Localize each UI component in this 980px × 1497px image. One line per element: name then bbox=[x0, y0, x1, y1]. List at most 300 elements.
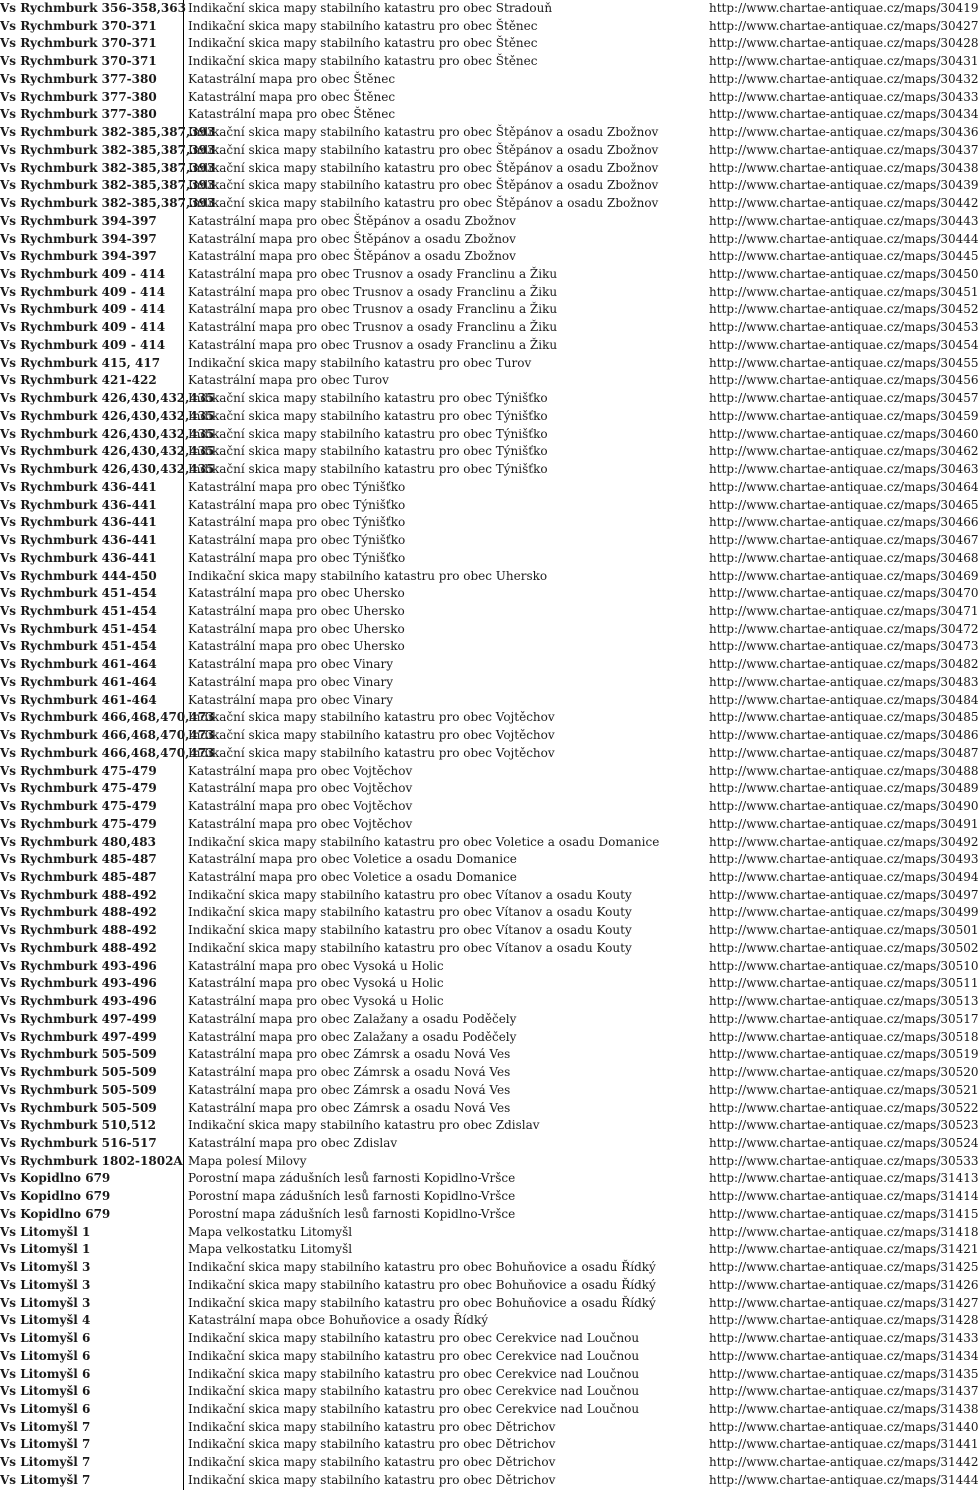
map-title-cell: Indikační skica mapy stabilního katastru pro obec Stradouň bbox=[188, 1, 553, 15]
map-title-cell: Katastrální mapa pro obec Vojtěchov bbox=[188, 816, 413, 831]
map-url-link[interactable]: http://www.chartae-antiquae.cz/maps/30488 bbox=[709, 763, 979, 778]
fond-signature-cell: Vs Rychmburk 426,430,432,435 bbox=[0, 461, 184, 479]
map-url-link[interactable]: http://www.chartae-antiquae.cz/maps/30518 bbox=[709, 1029, 979, 1044]
table-row bbox=[0, 709, 979, 727]
fond-signature-cell: Vs Rychmburk 382-385,387,393 bbox=[0, 160, 184, 178]
map-url-link[interactable]: http://www.chartae-antiquae.cz/maps/30464 bbox=[709, 479, 979, 494]
table-row bbox=[0, 1277, 979, 1295]
table-row bbox=[0, 692, 979, 710]
map-title-cell: Katastrální mapa pro obec Trusnov a osady Franclinu a Žiku bbox=[188, 320, 558, 335]
map-url-link[interactable]: http://www.chartae-antiquae.cz/maps/30533 bbox=[709, 1153, 979, 1168]
map-title-cell: Katastrální mapa pro obec Turov bbox=[188, 373, 389, 388]
table-row bbox=[0, 1383, 979, 1401]
map-title-cell: Katastrální mapa obce Bohuňovice a osady Řídký bbox=[188, 1313, 489, 1328]
table-row bbox=[0, 1170, 979, 1188]
map-title-cell: Indikační skica mapy stabilního katastru pro obec Bohuňovice a osadu Řídký bbox=[188, 1295, 656, 1310]
table-row bbox=[0, 958, 979, 976]
table-row bbox=[0, 1348, 979, 1366]
map-url-link[interactable]: http://www.chartae-antiquae.cz/maps/30501 bbox=[709, 923, 979, 938]
table-row bbox=[0, 231, 979, 249]
map-title-cell: Katastrální mapa pro obec Trusnov a osady Franclinu a Žiku bbox=[188, 302, 558, 317]
table-row bbox=[0, 1401, 979, 1419]
map-title-cell: Porostní mapa zádušních lesů farnosti Kopidlno-Vršce bbox=[188, 1206, 516, 1221]
table-row bbox=[0, 1366, 979, 1384]
map-url-link[interactable]: http://www.chartae-antiquae.cz/maps/30459 bbox=[709, 408, 979, 423]
fond-signature-cell: Vs Kopidlno 679 bbox=[0, 1170, 184, 1188]
map-title-cell: Indikační skica mapy stabilního katastru pro obec Zdislav bbox=[188, 1118, 540, 1133]
table-row bbox=[0, 195, 979, 213]
fond-signature-cell: Vs Rychmburk 370-371 bbox=[0, 35, 184, 53]
map-url-link[interactable]: http://www.chartae-antiquae.cz/maps/31440 bbox=[709, 1419, 979, 1434]
map-title-cell: Katastrální mapa pro obec Uhersko bbox=[188, 621, 405, 636]
map-url-link[interactable]: http://www.chartae-antiquae.cz/maps/30460 bbox=[709, 426, 979, 441]
fond-signature-cell: Vs Litomyšl 6 bbox=[0, 1401, 184, 1419]
map-url-link[interactable]: http://www.chartae-antiquae.cz/maps/30443 bbox=[709, 213, 979, 228]
table-row bbox=[0, 443, 979, 461]
map-url-link[interactable]: http://www.chartae-antiquae.cz/maps/30431 bbox=[709, 54, 979, 69]
fond-signature-cell: Vs Rychmburk 409 - 414 bbox=[0, 284, 184, 302]
fond-signature-cell: Vs Litomyšl 6 bbox=[0, 1366, 184, 1384]
map-url-link[interactable]: http://www.chartae-antiquae.cz/maps/30451 bbox=[709, 284, 979, 299]
map-title-cell: Katastrální mapa pro obec Zdislav bbox=[188, 1136, 398, 1150]
fond-signature-cell: Vs Rychmburk 488-492 bbox=[0, 922, 184, 940]
map-title-cell: Katastrální mapa pro obec Zámrsk a osadu Nová Ves bbox=[188, 1100, 511, 1115]
fond-signature-cell: Vs Rychmburk 488-492 bbox=[0, 904, 184, 922]
map-title-cell: Mapa velkostatku Litomyšl bbox=[188, 1224, 353, 1239]
map-url-link[interactable]: http://www.chartae-antiquae.cz/maps/30439 bbox=[709, 178, 979, 193]
fond-signature-cell: Vs Kopidlno 679 bbox=[0, 1188, 184, 1206]
map-title-cell: Indikační skica mapy stabilního katastru pro obec Štěpánov a osadu Zbožnov bbox=[188, 196, 659, 211]
map-url-link[interactable]: http://www.chartae-antiquae.cz/maps/31444 bbox=[709, 1472, 979, 1487]
table-row bbox=[0, 975, 979, 993]
table-row bbox=[0, 922, 979, 940]
map-title-cell: Porostní mapa zádušních lesů farnosti Kopidlno-Vršce bbox=[188, 1171, 516, 1186]
table-row bbox=[0, 1135, 979, 1153]
map-url-link[interactable]: http://www.chartae-antiquae.cz/maps/30473 bbox=[709, 639, 979, 654]
map-title-cell: Indikační skica mapy stabilního katastru pro obec Štěpánov a osadu Zbožnov bbox=[188, 125, 659, 140]
fond-signature-cell: Vs Rychmburk 436-441 bbox=[0, 550, 184, 568]
map-url-link[interactable]: http://www.chartae-antiquae.cz/maps/31426 bbox=[709, 1277, 979, 1292]
table-row bbox=[0, 1224, 979, 1242]
fond-signature-cell: Vs Rychmburk 505-509 bbox=[0, 1100, 184, 1118]
map-title-cell: Indikační skica mapy stabilního katastru pro obec Vítanov a osadu Kouty bbox=[188, 940, 632, 955]
map-url-link[interactable]: http://www.chartae-antiquae.cz/maps/30482 bbox=[709, 657, 979, 672]
map-url-link[interactable]: http://www.chartae-antiquae.cz/maps/30456 bbox=[709, 373, 979, 388]
map-title-cell: Katastrální mapa pro obec Štěnec bbox=[188, 71, 396, 86]
map-url-link[interactable]: http://www.chartae-antiquae.cz/maps/30457 bbox=[709, 391, 979, 406]
table-row bbox=[0, 1330, 979, 1348]
map-url-link[interactable]: http://www.chartae-antiquae.cz/maps/30437 bbox=[709, 142, 979, 157]
fond-signature-cell: Vs Rychmburk 1802-1802A bbox=[0, 1153, 184, 1171]
map-url-link[interactable]: http://www.chartae-antiquae.cz/maps/30494 bbox=[709, 869, 979, 884]
fond-signature-cell: Vs Rychmburk 436-441 bbox=[0, 479, 184, 497]
table-row bbox=[0, 780, 979, 798]
map-url-link[interactable]: http://www.chartae-antiquae.cz/maps/31413 bbox=[709, 1171, 979, 1186]
map-url-link[interactable]: http://www.chartae-antiquae.cz/maps/30470 bbox=[709, 586, 979, 601]
fond-signature-cell: Vs Rychmburk 394-397 bbox=[0, 213, 184, 231]
map-title-cell: Katastrální mapa pro obec Vysoká u Holic bbox=[188, 958, 444, 973]
map-url-link[interactable]: http://www.chartae-antiquae.cz/maps/31425 bbox=[709, 1260, 979, 1275]
map-title-cell: Indikační skica mapy stabilního katastru pro obec Turov bbox=[188, 355, 532, 370]
map-url-link[interactable]: http://www.chartae-antiquae.cz/maps/30520 bbox=[709, 1065, 979, 1080]
fond-signature-cell: Vs Rychmburk 382-385,387,393 bbox=[0, 177, 184, 195]
map-url-link[interactable]: http://www.chartae-antiquae.cz/maps/31435 bbox=[709, 1366, 979, 1381]
map-url-link[interactable]: http://www.chartae-antiquae.cz/maps/31428 bbox=[709, 1313, 979, 1328]
map-title-cell: Katastrální mapa pro obec Týnišťko bbox=[188, 533, 406, 548]
map-title-cell: Indikační skica mapy stabilního katastru pro obec Voletice a osadu Domanice bbox=[188, 834, 660, 849]
fond-signature-cell: Vs Rychmburk 488-492 bbox=[0, 940, 184, 958]
fond-signature-cell: Vs Rychmburk 475-479 bbox=[0, 798, 184, 816]
map-title-cell: Katastrální mapa pro obec Uhersko bbox=[188, 603, 405, 618]
table-row bbox=[0, 1082, 979, 1100]
map-title-cell: Katastrální mapa pro obec Štěpánov a osadu Zbožnov bbox=[188, 249, 516, 264]
map-title-cell: Katastrální mapa pro obec Zalažany a osadu Poděčely bbox=[188, 1029, 517, 1044]
map-url-link[interactable]: http://www.chartae-antiquae.cz/maps/31418 bbox=[709, 1224, 979, 1239]
map-title-cell: Katastrální mapa pro obec Štěpánov a osadu Zbožnov bbox=[188, 231, 516, 246]
map-url-link[interactable]: http://www.chartae-antiquae.cz/maps/30454 bbox=[709, 337, 979, 352]
table-row bbox=[0, 124, 979, 142]
map-url-link[interactable]: http://www.chartae-antiquae.cz/maps/30433 bbox=[709, 89, 979, 104]
table-row bbox=[0, 213, 979, 231]
map-title-cell: Indikační skica mapy stabilního katastru pro obec Vojtěchov bbox=[188, 710, 555, 725]
table-row bbox=[0, 355, 979, 373]
map-url-link[interactable]: http://www.chartae-antiquae.cz/maps/30489 bbox=[709, 781, 979, 796]
table-row bbox=[0, 35, 979, 53]
map-url-link[interactable]: http://www.chartae-antiquae.cz/maps/30490 bbox=[709, 799, 979, 814]
map-url-link[interactable]: http://www.chartae-antiquae.cz/maps/30511 bbox=[709, 976, 979, 991]
table-row bbox=[0, 585, 979, 603]
map-title-cell: Katastrální mapa pro obec Vojtěchov bbox=[188, 799, 413, 814]
table-row bbox=[0, 638, 979, 656]
table-row bbox=[0, 1259, 979, 1277]
table-row bbox=[0, 904, 979, 922]
fond-signature-cell: Vs Litomyšl 3 bbox=[0, 1295, 184, 1313]
fond-signature-cell: Vs Litomyšl 7 bbox=[0, 1472, 184, 1490]
map-url-link[interactable]: http://www.chartae-antiquae.cz/maps/30517 bbox=[709, 1011, 979, 1026]
map-url-link[interactable]: http://www.chartae-antiquae.cz/maps/30522 bbox=[709, 1100, 979, 1115]
table-row bbox=[0, 603, 979, 621]
table-row bbox=[0, 1472, 979, 1490]
table-row bbox=[0, 656, 979, 674]
fond-signature-cell: Vs Rychmburk 421-422 bbox=[0, 372, 184, 390]
table-row bbox=[0, 745, 979, 763]
fond-signature-cell: Vs Litomyšl 7 bbox=[0, 1419, 184, 1437]
table-row bbox=[0, 514, 979, 532]
table-row bbox=[0, 993, 979, 1011]
map-title-cell: Katastrální mapa pro obec Vinary bbox=[188, 674, 394, 689]
table-row bbox=[0, 1312, 979, 1330]
table-row bbox=[0, 869, 979, 887]
map-url-link[interactable]: http://www.chartae-antiquae.cz/maps/30436 bbox=[709, 125, 979, 140]
table-row bbox=[0, 337, 979, 355]
map-title-cell: Katastrální mapa pro obec Trusnov a osady Franclinu a Žiku bbox=[188, 337, 558, 352]
map-title-cell: Indikační skica mapy stabilního katastru pro obec Týnišťko bbox=[188, 391, 548, 406]
fond-signature-cell: Vs Rychmburk 370-371 bbox=[0, 18, 184, 36]
table-row bbox=[0, 727, 979, 745]
fond-signature-cell: Vs Rychmburk 466,468,470,473 bbox=[0, 745, 184, 763]
map-url-link[interactable]: http://www.chartae-antiquae.cz/maps/31421 bbox=[709, 1242, 979, 1257]
fond-signature-cell: Vs Rychmburk 451-454 bbox=[0, 621, 184, 639]
map-url-link[interactable]: http://www.chartae-antiquae.cz/maps/30491 bbox=[709, 816, 979, 831]
map-url-link[interactable]: http://www.chartae-antiquae.cz/maps/30471 bbox=[709, 603, 979, 618]
map-url-link[interactable]: http://www.chartae-antiquae.cz/maps/31438 bbox=[709, 1402, 979, 1417]
fond-signature-cell: Vs Rychmburk 409 - 414 bbox=[0, 337, 184, 355]
map-title-cell: Katastrální mapa pro obec Zámrsk a osadu Nová Ves bbox=[188, 1065, 511, 1080]
map-url-link[interactable]: http://www.chartae-antiquae.cz/maps/30467 bbox=[709, 533, 979, 548]
map-title-cell: Indikační skica mapy stabilního katastru pro obec Dětrichov bbox=[188, 1472, 556, 1487]
map-title-cell: Katastrální mapa pro obec Zámrsk a osadu Nová Ves bbox=[188, 1047, 511, 1062]
fond-signature-cell: Vs Rychmburk 394-397 bbox=[0, 231, 184, 249]
map-url-link[interactable]: http://www.chartae-antiquae.cz/maps/30484 bbox=[709, 692, 979, 707]
fond-signature-cell: Vs Rychmburk 377-380 bbox=[0, 71, 184, 89]
table-row bbox=[0, 319, 979, 337]
fond-signature-cell: Vs Litomyšl 6 bbox=[0, 1330, 184, 1348]
map-title-cell: Indikační skica mapy stabilního katastru pro obec Štěpánov a osadu Zbožnov bbox=[188, 142, 659, 157]
map-title-cell: Indikační skica mapy stabilního katastru pro obec Cerekvice nad Loučnou bbox=[188, 1402, 640, 1417]
fond-signature-cell: Vs Rychmburk 436-441 bbox=[0, 497, 184, 515]
table-row bbox=[0, 550, 979, 568]
map-title-cell: Indikační skica mapy stabilního katastru pro obec Vítanov a osadu Kouty bbox=[188, 923, 632, 938]
fond-signature-cell: Vs Rychmburk 415, 417 bbox=[0, 355, 184, 373]
map-title-cell: Indikační skica mapy stabilního katastru pro obec Cerekvice nad Loučnou bbox=[188, 1366, 640, 1381]
table-row bbox=[0, 372, 979, 390]
map-title-cell: Katastrální mapa pro obec Uhersko bbox=[188, 586, 405, 601]
map-url-link[interactable]: http://www.chartae-antiquae.cz/maps/30487 bbox=[709, 745, 979, 760]
table-row bbox=[0, 479, 979, 497]
map-title-cell: Indikační skica mapy stabilního katastru pro obec Cerekvice nad Loučnou bbox=[188, 1331, 640, 1346]
map-url-link[interactable]: http://www.chartae-antiquae.cz/maps/30502 bbox=[709, 940, 979, 955]
table-row bbox=[0, 1436, 979, 1454]
map-title-cell: Indikační skica mapy stabilního katastru pro obec Vojtěchov bbox=[188, 728, 555, 743]
map-url-link[interactable]: http://www.chartae-antiquae.cz/maps/30466 bbox=[709, 515, 979, 530]
map-url-link[interactable]: http://www.chartae-antiquae.cz/maps/30452 bbox=[709, 302, 979, 317]
fond-signature-cell: Vs Rychmburk 382-385,387,393 bbox=[0, 142, 184, 160]
map-url-link[interactable]: http://www.chartae-antiquae.cz/maps/30468 bbox=[709, 550, 979, 565]
fond-signature-cell: Vs Rychmburk 382-385,387,393 bbox=[0, 124, 184, 142]
map-title-cell: Porostní mapa zádušních lesů farnosti Kopidlno-Vršce bbox=[188, 1189, 516, 1204]
map-url-link[interactable]: http://www.chartae-antiquae.cz/maps/30442 bbox=[709, 196, 979, 211]
table-row bbox=[0, 461, 979, 479]
map-url-link[interactable]: http://www.chartae-antiquae.cz/maps/30463 bbox=[709, 462, 979, 477]
fond-signature-cell: Vs Rychmburk 488-492 bbox=[0, 887, 184, 905]
map-title-cell: Indikační skica mapy stabilního katastru pro obec Bohuňovice a osadu Řídký bbox=[188, 1277, 656, 1292]
table-row bbox=[0, 851, 979, 869]
table-row bbox=[0, 816, 979, 834]
map-title-cell: Indikační skica mapy stabilního katastru pro obec Uhersko bbox=[188, 568, 548, 583]
map-url-link[interactable]: http://www.chartae-antiquae.cz/maps/30493 bbox=[709, 852, 979, 867]
fond-signature-cell: Vs Rychmburk 505-509 bbox=[0, 1082, 184, 1100]
map-title-cell: Katastrální mapa pro obec Zámrsk a osadu Nová Ves bbox=[188, 1082, 511, 1097]
table-row bbox=[0, 160, 979, 178]
fond-signature-cell: Vs Rychmburk 475-479 bbox=[0, 780, 184, 798]
map-title-cell: Indikační skica mapy stabilního katastru pro obec Štěpánov a osadu Zbožnov bbox=[188, 178, 659, 193]
fond-signature-cell: Vs Rychmburk 426,430,432,435 bbox=[0, 390, 184, 408]
map-url-link[interactable]: http://www.chartae-antiquae.cz/maps/30521 bbox=[709, 1082, 979, 1097]
map-title-cell: Indikační skica mapy stabilního katastru pro obec Dětrichov bbox=[188, 1455, 556, 1470]
fond-signature-cell: Vs Rychmburk 377-380 bbox=[0, 106, 184, 124]
table-row bbox=[0, 1295, 979, 1313]
table-row bbox=[0, 106, 979, 124]
table-row bbox=[0, 1117, 979, 1135]
map-title-cell: Indikační skica mapy stabilního katastru pro obec Dětrichov bbox=[188, 1419, 556, 1434]
map-url-link[interactable]: http://www.chartae-antiquae.cz/maps/30469 bbox=[709, 568, 979, 583]
map-title-cell: Indikační skica mapy stabilního katastru pro obec Vítanov a osadu Kouty bbox=[188, 887, 632, 902]
map-url-link[interactable]: http://www.chartae-antiquae.cz/maps/30462 bbox=[709, 444, 979, 459]
table-row bbox=[0, 1011, 979, 1029]
fond-signature-cell: Vs Rychmburk 505-509 bbox=[0, 1046, 184, 1064]
table-row bbox=[0, 887, 979, 905]
table-row bbox=[0, 266, 979, 284]
fond-signature-cell: Vs Rychmburk 475-479 bbox=[0, 816, 184, 834]
fond-signature-cell: Vs Rychmburk 426,430,432,435 bbox=[0, 408, 184, 426]
map-title-cell: Indikační skica mapy stabilního katastru pro obec Štěnec bbox=[188, 54, 538, 69]
map-title-cell: Katastrální mapa pro obec Týnišťko bbox=[188, 515, 406, 530]
map-url-link[interactable]: http://www.chartae-antiquae.cz/maps/31442 bbox=[709, 1455, 979, 1470]
map-url-link[interactable]: http://www.chartae-antiquae.cz/maps/30419 bbox=[709, 1, 979, 15]
map-url-link[interactable]: http://www.chartae-antiquae.cz/maps/30499 bbox=[709, 905, 979, 920]
map-url-link[interactable]: http://www.chartae-antiquae.cz/maps/30513 bbox=[709, 994, 979, 1009]
map-title-cell: Katastrální mapa pro obec Voletice a osadu Domanice bbox=[188, 852, 517, 867]
table-row bbox=[0, 301, 979, 319]
map-title-cell: Indikační skica mapy stabilního katastru pro obec Cerekvice nad Loučnou bbox=[188, 1384, 640, 1399]
fond-signature-cell: Vs Rychmburk 461-464 bbox=[0, 692, 184, 710]
fond-signature-cell: Vs Rychmburk 475-479 bbox=[0, 763, 184, 781]
table-row bbox=[0, 1064, 979, 1082]
table-row bbox=[0, 497, 979, 515]
fond-signature-cell: Vs Litomyšl 1 bbox=[0, 1241, 184, 1259]
map-title-cell: Indikační skica mapy stabilního katastru pro obec Týnišťko bbox=[188, 426, 548, 441]
map-title-cell: Katastrální mapa pro obec Vysoká u Holic bbox=[188, 994, 444, 1009]
map-url-link[interactable]: http://www.chartae-antiquae.cz/maps/31437 bbox=[709, 1384, 979, 1399]
map-url-link[interactable]: http://www.chartae-antiquae.cz/maps/30428 bbox=[709, 36, 979, 51]
fond-signature-cell: Vs Rychmburk 409 - 414 bbox=[0, 319, 184, 337]
table-row bbox=[0, 568, 979, 586]
map-url-link[interactable]: http://www.chartae-antiquae.cz/maps/30497 bbox=[709, 887, 979, 902]
table-row bbox=[0, 1419, 979, 1437]
fond-signature-cell: Vs Rychmburk 485-487 bbox=[0, 869, 184, 887]
map-url-link[interactable]: http://www.chartae-antiquae.cz/maps/30492 bbox=[709, 834, 979, 849]
map-title-cell: Katastrální mapa pro obec Vysoká u Holic bbox=[188, 976, 444, 991]
fond-signature-cell: Vs Litomyšl 7 bbox=[0, 1436, 184, 1454]
map-url-link[interactable]: http://www.chartae-antiquae.cz/maps/30523 bbox=[709, 1118, 979, 1133]
table-row bbox=[0, 1206, 979, 1224]
table-row bbox=[0, 1100, 979, 1118]
map-title-cell: Indikační skica mapy stabilního katastru pro obec Týnišťko bbox=[188, 408, 548, 423]
table-row bbox=[0, 390, 979, 408]
table-row bbox=[0, 1454, 979, 1472]
fond-signature-cell: Vs Rychmburk 497-499 bbox=[0, 1011, 184, 1029]
map-url-link[interactable]: http://www.chartae-antiquae.cz/maps/31434 bbox=[709, 1348, 979, 1363]
fond-signature-cell: Vs Rychmburk 436-441 bbox=[0, 514, 184, 532]
map-title-cell: Indikační skica mapy stabilního katastru pro obec Bohuňovice a osadu Řídký bbox=[188, 1260, 656, 1275]
table-row bbox=[0, 621, 979, 639]
map-title-cell: Indikační skica mapy stabilního katastru pro obec Štěpánov a osadu Zbožnov bbox=[188, 160, 659, 175]
map-title-cell: Indikační skica mapy stabilního katastru pro obec Štěnec bbox=[188, 36, 538, 51]
fond-signature-cell: Vs Rychmburk 409 - 414 bbox=[0, 301, 184, 319]
fond-signature-cell: Vs Rychmburk 451-454 bbox=[0, 638, 184, 656]
map-title-cell: Indikační skica mapy stabilního katastru pro obec Vítanov a osadu Kouty bbox=[188, 905, 632, 920]
fond-signature-cell: Vs Litomyšl 3 bbox=[0, 1277, 184, 1295]
map-url-link[interactable]: http://www.chartae-antiquae.cz/maps/30427 bbox=[709, 18, 979, 33]
map-url-link[interactable]: http://www.chartae-antiquae.cz/maps/30432 bbox=[709, 71, 979, 86]
fond-signature-cell: Vs Rychmburk 516-517 bbox=[0, 1135, 184, 1153]
fond-signature-cell: Vs Rychmburk 466,468,470,473 bbox=[0, 709, 184, 727]
fond-signature-cell: Vs Rychmburk 451-454 bbox=[0, 603, 184, 621]
map-title-cell: Katastrální mapa pro obec Štěpánov a osadu Zbožnov bbox=[188, 213, 516, 228]
map-url-link[interactable]: http://www.chartae-antiquae.cz/maps/30438 bbox=[709, 160, 979, 175]
map-url-link[interactable]: http://www.chartae-antiquae.cz/maps/30450 bbox=[709, 267, 979, 282]
table-row bbox=[0, 1046, 979, 1064]
map-title-cell: Katastrální mapa pro obec Zalažany a osadu Poděčely bbox=[188, 1011, 517, 1026]
map-title-cell: Katastrální mapa pro obec Vinary bbox=[188, 692, 394, 707]
map-url-link[interactable]: http://www.chartae-antiquae.cz/maps/30510 bbox=[709, 958, 979, 973]
fond-signature-cell: Vs Rychmburk 493-496 bbox=[0, 993, 184, 1011]
fond-signature-cell: Vs Rychmburk 356-358,363 bbox=[0, 0, 184, 18]
map-title-cell: Mapa polesí Milovy bbox=[188, 1153, 307, 1168]
table-row bbox=[0, 1153, 979, 1171]
fond-signature-cell: Vs Rychmburk 370-371 bbox=[0, 53, 184, 71]
map-url-link[interactable]: http://www.chartae-antiquae.cz/maps/31433 bbox=[709, 1331, 979, 1346]
map-title-cell: Indikační skica mapy stabilního katastru pro obec Cerekvice nad Loučnou bbox=[188, 1348, 640, 1363]
map-url-link[interactable]: http://www.chartae-antiquae.cz/maps/30486 bbox=[709, 728, 979, 743]
map-url-link[interactable]: http://www.chartae-antiquae.cz/maps/30472 bbox=[709, 621, 979, 636]
map-url-link[interactable]: http://www.chartae-antiquae.cz/maps/30455 bbox=[709, 355, 979, 370]
fond-signature-cell: Vs Rychmburk 377-380 bbox=[0, 89, 184, 107]
map-url-link[interactable]: http://www.chartae-antiquae.cz/maps/30445 bbox=[709, 249, 979, 264]
map-title-cell: Katastrální mapa pro obec Uhersko bbox=[188, 639, 405, 654]
table-row bbox=[0, 177, 979, 195]
map-url-link[interactable]: http://www.chartae-antiquae.cz/maps/31441 bbox=[709, 1437, 979, 1452]
map-title-cell: Katastrální mapa pro obec Týnišťko bbox=[188, 550, 406, 565]
map-title-cell: Indikační skica mapy stabilního katastru pro obec Dětrichov bbox=[188, 1437, 556, 1452]
table-row bbox=[0, 763, 979, 781]
fond-signature-cell: Vs Kopidlno 679 bbox=[0, 1206, 184, 1224]
fond-signature-cell: Vs Rychmburk 444-450 bbox=[0, 568, 184, 586]
table-row bbox=[0, 89, 979, 107]
table-row bbox=[0, 940, 979, 958]
fond-signature-cell: Vs Rychmburk 451-454 bbox=[0, 585, 184, 603]
map-title-cell: Indikační skica mapy stabilního katastru pro obec Vojtěchov bbox=[188, 745, 555, 760]
map-url-link[interactable]: http://www.chartae-antiquae.cz/maps/30465 bbox=[709, 497, 979, 512]
table-row bbox=[0, 53, 979, 71]
map-title-cell: Mapa velkostatku Litomyšl bbox=[188, 1242, 353, 1257]
fond-signature-cell: Vs Rychmburk 485-487 bbox=[0, 851, 184, 869]
map-url-link[interactable]: http://www.chartae-antiquae.cz/maps/30453 bbox=[709, 320, 979, 335]
fond-signature-cell: Vs Rychmburk 382-385,387,393 bbox=[0, 195, 184, 213]
map-url-link[interactable]: http://www.chartae-antiquae.cz/maps/30483 bbox=[709, 674, 979, 689]
map-title-cell: Katastrální mapa pro obec Trusnov a osady Franclinu a Žiku bbox=[188, 284, 558, 299]
map-url-link[interactable]: http://www.chartae-antiquae.cz/maps/30524 bbox=[709, 1136, 979, 1150]
fond-signature-cell: Vs Rychmburk 466,468,470,473 bbox=[0, 727, 184, 745]
map-title-cell: Katastrální mapa pro obec Vinary bbox=[188, 657, 394, 672]
map-url-link[interactable]: http://www.chartae-antiquae.cz/maps/30519 bbox=[709, 1047, 979, 1062]
map-url-link[interactable]: http://www.chartae-antiquae.cz/maps/31415 bbox=[709, 1206, 979, 1221]
table-row bbox=[0, 532, 979, 550]
map-url-link[interactable]: http://www.chartae-antiquae.cz/maps/30444 bbox=[709, 231, 979, 246]
fond-signature-cell: Vs Rychmburk 426,430,432,435 bbox=[0, 443, 184, 461]
map-title-cell: Indikační skica mapy stabilního katastru pro obec Týnišťko bbox=[188, 462, 548, 477]
fond-signature-cell: Vs Rychmburk 480,483 bbox=[0, 834, 184, 852]
fond-signature-cell: Vs Rychmburk 394-397 bbox=[0, 248, 184, 266]
table-row bbox=[0, 71, 979, 89]
table-row bbox=[0, 248, 979, 266]
map-url-link[interactable]: http://www.chartae-antiquae.cz/maps/31427 bbox=[709, 1295, 979, 1310]
map-url-link[interactable]: http://www.chartae-antiquae.cz/maps/30434 bbox=[709, 107, 979, 122]
table-row bbox=[0, 1029, 979, 1047]
map-url-link[interactable]: http://www.chartae-antiquae.cz/maps/30485 bbox=[709, 710, 979, 725]
map-url-link[interactable]: http://www.chartae-antiquae.cz/maps/31414 bbox=[709, 1189, 979, 1204]
map-title-cell: Katastrální mapa pro obec Trusnov a osady Franclinu a Žiku bbox=[188, 267, 558, 282]
